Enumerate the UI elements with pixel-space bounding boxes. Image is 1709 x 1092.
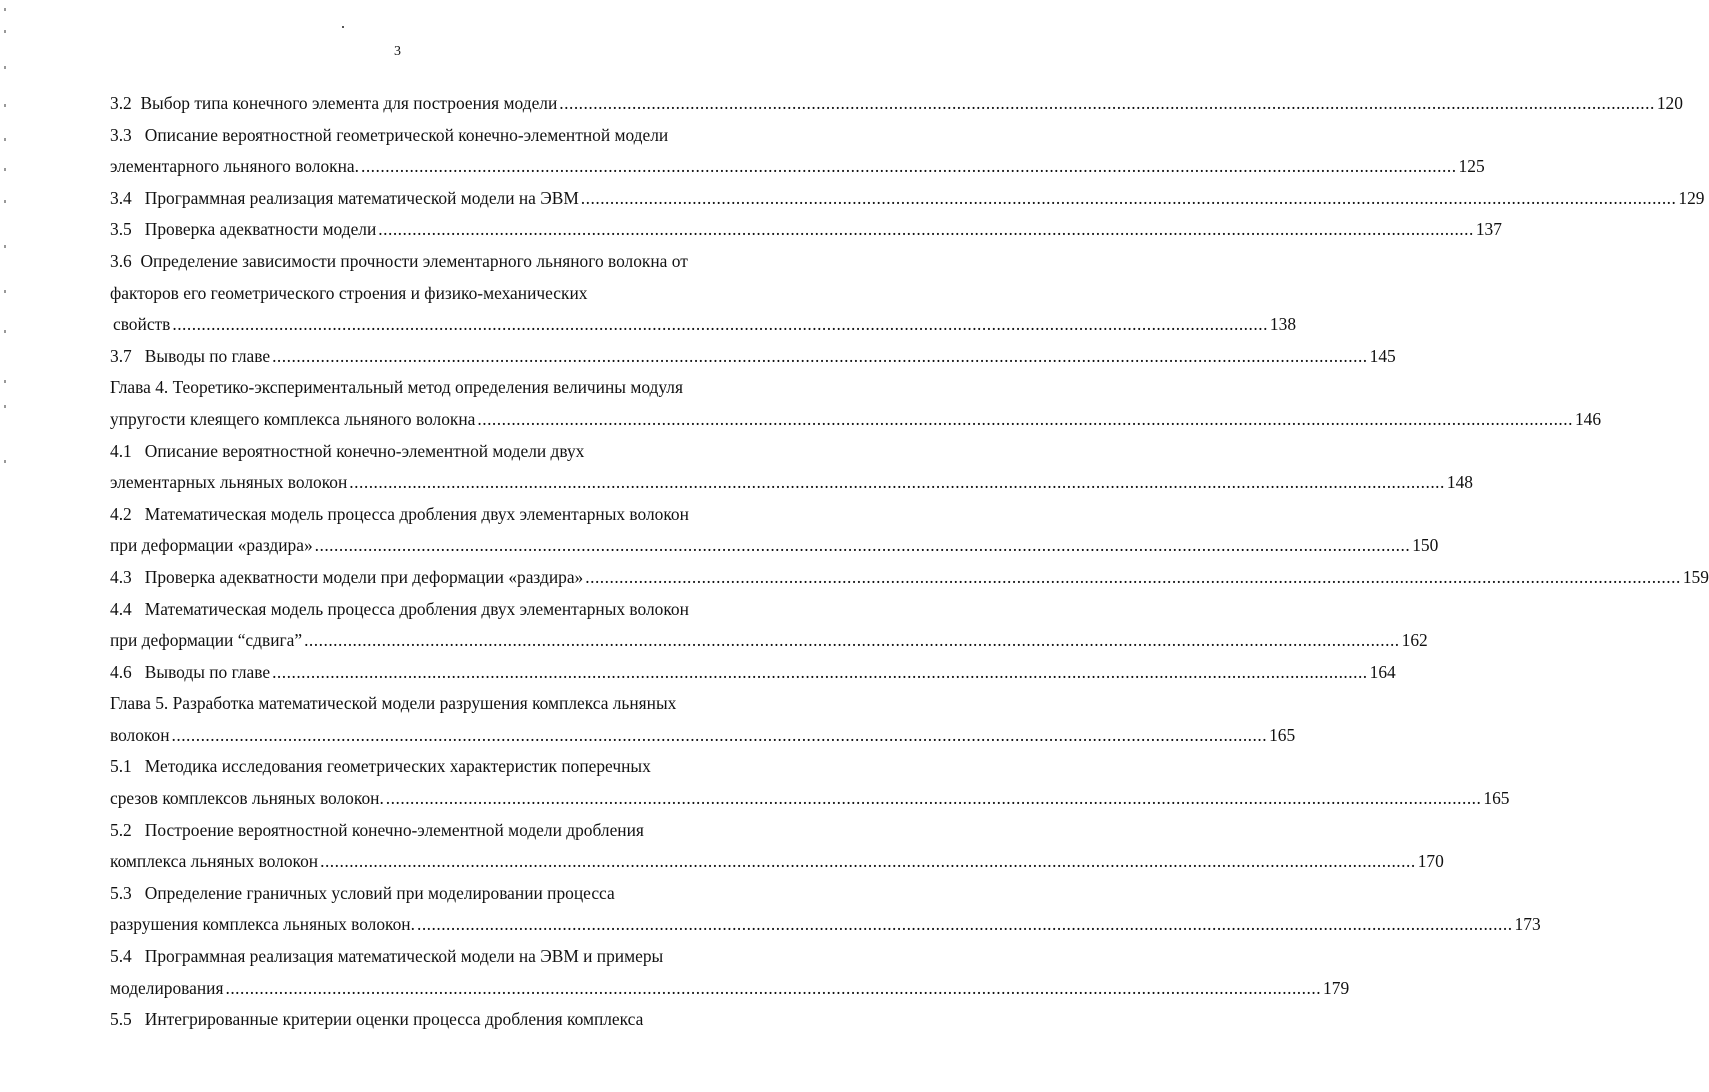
toc-entry-page: 165: [1483, 788, 1510, 809]
toc-entry-3-5: [110, 214, 1502, 246]
toc-entry-number: 4.2: [110, 503, 132, 524]
toc-entry-page: 162: [1401, 630, 1428, 651]
toc-entry-number: 4.3: [110, 566, 132, 587]
toc-entry-number: 3.3: [110, 124, 132, 145]
toc-entry-title-cont: при деформации “сдвига”: [110, 630, 303, 651]
leader-dots: [386, 783, 1482, 815]
toc-entry-title: Выводы по главе: [144, 661, 271, 682]
toc-entry-title-cont: разрушения комплекса льняных волокон.: [110, 914, 415, 935]
toc-entry-3-2: [110, 88, 1683, 120]
toc-entry-title: Описание вероятностной конечно-элементной модели двух: [144, 440, 585, 461]
toc-entry-page: 129: [1678, 187, 1705, 208]
toc-entry-4-2-cont: [110, 530, 1439, 562]
toc-entry-title: Глава 5. Разработка математической модели разрушения комплекса льняных: [110, 693, 677, 714]
leader-dots: [559, 88, 1655, 120]
toc-entry-number: 5.3: [110, 882, 132, 903]
leader-dots: [272, 657, 1368, 689]
toc-entry-title: Описание вероятностной геометрической конечно-элементной модели: [144, 124, 669, 145]
leader-dots: [349, 467, 1445, 499]
toc-entry-title: Математическая модель процесса дробления двух элементарных волокон: [144, 503, 689, 524]
toc-entry-5-1-cont: [110, 783, 1510, 815]
toc-entry-title-cont: срезов комплексов льняных волокон.: [110, 788, 384, 809]
leader-dots: [304, 625, 1400, 657]
toc-entry-title: Проверка адекватности модели при деформации «раздира»: [144, 566, 584, 587]
toc-entry-number: 5.1: [110, 756, 132, 777]
toc-entry-title-cont: моделирования: [110, 977, 224, 998]
toc-entry-4-2: [110, 499, 740, 531]
toc-entry-page: 138: [1269, 314, 1297, 335]
toc-entry-title-cont: элементарных льняных волокон: [110, 472, 348, 493]
leader-dots: [172, 309, 1268, 341]
toc-entry-title: Выбор типа конечного элемента для построения модели: [140, 93, 558, 113]
toc-entry-title: Методика исследования геометрических характеристик поперечных: [144, 756, 651, 777]
toc-entry-4-4: [110, 594, 740, 626]
leader-dots: [417, 909, 1513, 941]
toc-entry-number: 5.2: [110, 819, 132, 840]
toc-chapter-5-cont: [110, 720, 1296, 752]
leader-dots: [477, 404, 1573, 436]
toc-entry-3-6-cont2: [110, 309, 1297, 341]
scan-margin-marks: [4, 0, 12, 480]
toc-entry-title: Построение вероятностной конечно-элементной модели дробления: [144, 819, 644, 840]
toc-entry-page: 159: [1682, 566, 1709, 587]
toc-chapter-4-cont: [110, 404, 1602, 436]
toc-entry-5-1: [110, 751, 740, 783]
toc-entry-3-6: [110, 246, 740, 278]
toc-entry-page: 173: [1514, 914, 1541, 935]
toc-entry-3-6-cont: [110, 278, 740, 310]
toc-entry-3-3-cont: [110, 151, 1485, 183]
toc-entry-title: Определение зависимости прочности элементарного льняного волокна от: [140, 250, 688, 271]
toc-entry-title-cont: факторов его геометрического строения и физико-механических: [110, 282, 588, 303]
toc-entry-number: 3.6: [110, 250, 132, 271]
toc-entry-title: Программная реализация математической модели на ЭВМ: [144, 187, 579, 208]
toc-entry-5-4: [110, 941, 740, 973]
leader-dots: [225, 973, 1321, 1005]
toc-entry-title: Выводы по главе: [144, 345, 271, 366]
toc-entry-4-4-cont: [110, 625, 1428, 657]
toc-entry-page: 179: [1323, 977, 1350, 998]
toc-entry-title: Интегрированные критерии оценки процесса дробления комплекса: [144, 1009, 644, 1030]
toc-entry-page: 145: [1369, 345, 1396, 366]
toc-entry-title: Глава 4. Теоретико-экспериментальный метод определения величины модуля: [110, 377, 683, 398]
toc-entry-title-cont: волокон: [110, 724, 170, 745]
toc-entry-3-3: [110, 120, 740, 152]
leader-dots: [585, 562, 1681, 594]
leader-dots: [315, 530, 1411, 562]
toc-entry-number: 3.7: [110, 345, 132, 366]
toc-entry-3-4: [110, 183, 1705, 215]
toc-entry-number: 3.2: [110, 93, 132, 113]
toc-entry-5-4-cont: [110, 973, 1350, 1005]
leader-dots: [272, 341, 1368, 373]
toc-entry-5-2-cont: [110, 846, 1444, 878]
leader-dots: [172, 720, 1268, 752]
toc-entry-4-1: [110, 436, 740, 468]
toc-entry-page: 148: [1446, 472, 1473, 493]
toc-entry-title-cont: элементарного льняного волокна.: [110, 156, 359, 177]
toc-entry-4-3: [110, 562, 1709, 594]
toc-entry-title-cont: комплекса льняных волокон: [110, 851, 319, 872]
leader-dots: [581, 183, 1677, 215]
toc-entry-4-6: [110, 657, 1396, 689]
toc-entry-number: 3.5: [110, 219, 132, 240]
toc-entry-3-7: [110, 341, 1396, 373]
toc-entry-page: 146: [1574, 408, 1602, 429]
toc-entry-5-3-cont: [110, 909, 1541, 941]
toc-entry-title: Программная реализация математической модели на ЭВМ и примеры: [144, 946, 664, 967]
toc-entry-title-cont: при деформации «раздира»: [110, 535, 313, 556]
page-number: 3: [394, 44, 401, 59]
leader-dots: [378, 214, 1474, 246]
toc-entry-title-cont: свойств: [113, 314, 171, 335]
toc-entry-4-1-cont: [110, 467, 1473, 499]
toc-entry-page: 170: [1417, 851, 1444, 872]
toc-entry-5-3: [110, 878, 740, 910]
toc-entry-title: Определение граничных условий при моделировании процесса: [144, 882, 615, 903]
toc-entry-page: 120: [1656, 93, 1683, 113]
scan-dot: [342, 26, 344, 28]
toc-entry-title: Математическая модель процесса дробления двух элементарных волокон: [144, 598, 689, 619]
toc-entry-page: 164: [1369, 661, 1396, 682]
toc-entry-number: 5.5: [110, 1009, 132, 1030]
toc-entry-number: 4.6: [110, 661, 132, 682]
toc-entry-page: 125: [1458, 156, 1485, 177]
toc-entry-page: 137: [1475, 219, 1502, 240]
leader-dots: [320, 846, 1416, 878]
table-of-contents: [110, 88, 1709, 1036]
toc-entry-number: 4.4: [110, 598, 132, 619]
toc-entry-number: 5.4: [110, 946, 132, 967]
toc-chapter-5: [110, 688, 740, 720]
toc-entry-5-2: [110, 815, 740, 847]
toc-entry-number: 4.1: [110, 440, 132, 461]
toc-entry-number: 3.4: [110, 187, 132, 208]
toc-entry-page: 165: [1269, 724, 1296, 745]
leader-dots: [361, 151, 1457, 183]
toc-entry-title-cont: упругости клеящего комплекса льняного волокна: [110, 408, 476, 429]
toc-entry-page: 150: [1412, 535, 1439, 556]
toc-entry-5-5: [110, 1004, 740, 1036]
toc-chapter-4: [110, 372, 740, 404]
toc-entry-title: Проверка адекватности модели: [144, 219, 377, 240]
